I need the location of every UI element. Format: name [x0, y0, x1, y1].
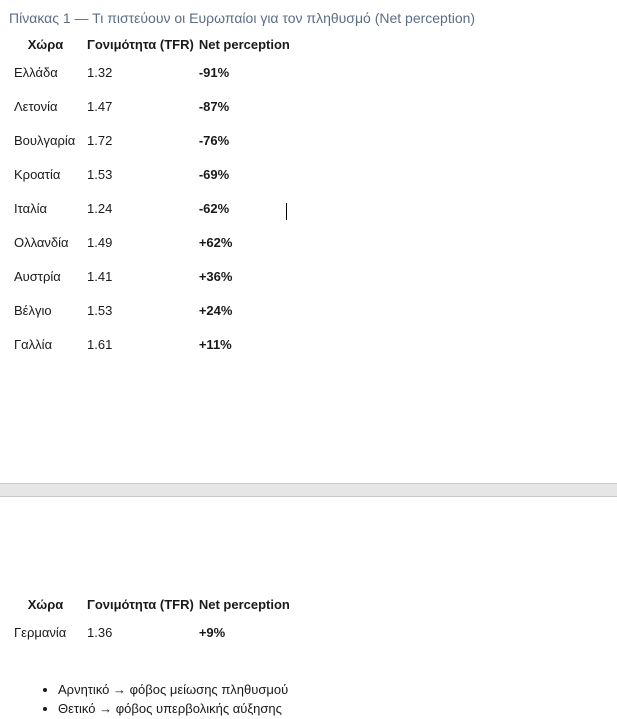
cell-country: Ιταλία — [14, 200, 47, 216]
cell-country: Γαλλία — [14, 336, 53, 352]
perception-table-page-1 — [9, 33, 299, 361]
table-row — [9, 327, 299, 361]
cell-perception: -87% — [198, 98, 230, 114]
header-perception: Net perception — [198, 596, 290, 612]
legend-bullet-list — [0, 680, 288, 718]
table-caption: Πίνακας 1 — Τι πιστεύουν οι Ευρωπαίοι για τον πληθυσμό (Net perception) — [9, 10, 476, 26]
cell-perception: +11% — [198, 336, 232, 352]
cell-perception: -76% — [198, 132, 230, 148]
table-header-row — [9, 33, 299, 55]
cell-tfr: 1.53 — [87, 166, 113, 182]
header-tfr: Γονιμότητα (TFR) — [87, 596, 194, 612]
cell-tfr: 1.32 — [87, 64, 113, 80]
cell-tfr: 1.61 — [87, 336, 113, 352]
page-break-gap — [0, 483, 617, 497]
cell-country: Αυστρία — [14, 268, 61, 284]
table-row — [9, 55, 299, 89]
perception-table-page-2 — [9, 593, 299, 649]
cell-tfr: 1.24 — [87, 200, 113, 216]
table-header-row — [9, 593, 299, 615]
header-perception: Net perception — [198, 36, 290, 52]
table-row — [9, 293, 299, 327]
table-row — [9, 259, 299, 293]
header-tfr: Γονιμότητα (TFR) — [87, 36, 194, 52]
cell-country: Ελλάδα — [14, 64, 58, 80]
cell-tfr: 1.36 — [87, 624, 113, 640]
cell-perception: +24% — [198, 302, 233, 318]
cell-country: Κροατία — [14, 166, 61, 182]
header-country: Χώρα — [27, 36, 64, 52]
cell-perception: -62% — [198, 200, 230, 216]
header-country: Χώρα — [27, 596, 64, 612]
cell-tfr: 1.53 — [87, 302, 113, 318]
cell-country: Ολλανδία — [14, 234, 69, 250]
cell-tfr: 1.72 — [87, 132, 113, 148]
cell-country: Λετονία — [14, 98, 58, 114]
cell-country: Βέλγιο — [14, 302, 52, 318]
cell-tfr: 1.41 — [87, 268, 113, 284]
list-item: • Αρνητικό → φόβος μείωσης πληθυσμού — [58, 680, 288, 699]
table-row — [9, 191, 299, 225]
cell-tfr: 1.49 — [87, 234, 113, 250]
cell-perception: +9% — [198, 624, 226, 640]
cell-tfr: 1.47 — [87, 98, 113, 114]
cell-country: Βουλγαρία — [14, 132, 76, 148]
cell-perception: -69% — [198, 166, 230, 182]
table-row — [9, 157, 299, 191]
cell-perception: +62% — [198, 234, 233, 250]
list-item: • Θετικό → φόβος υπερβολικής αύξησης — [58, 699, 288, 718]
cell-perception: +36% — [198, 268, 233, 284]
table-row — [9, 123, 299, 157]
cell-perception: -91% — [198, 64, 230, 80]
cell-country: Γερμανία — [14, 624, 67, 640]
table-row — [9, 225, 299, 259]
table-row — [9, 615, 299, 649]
text-cursor — [286, 203, 287, 220]
table-row — [9, 89, 299, 123]
